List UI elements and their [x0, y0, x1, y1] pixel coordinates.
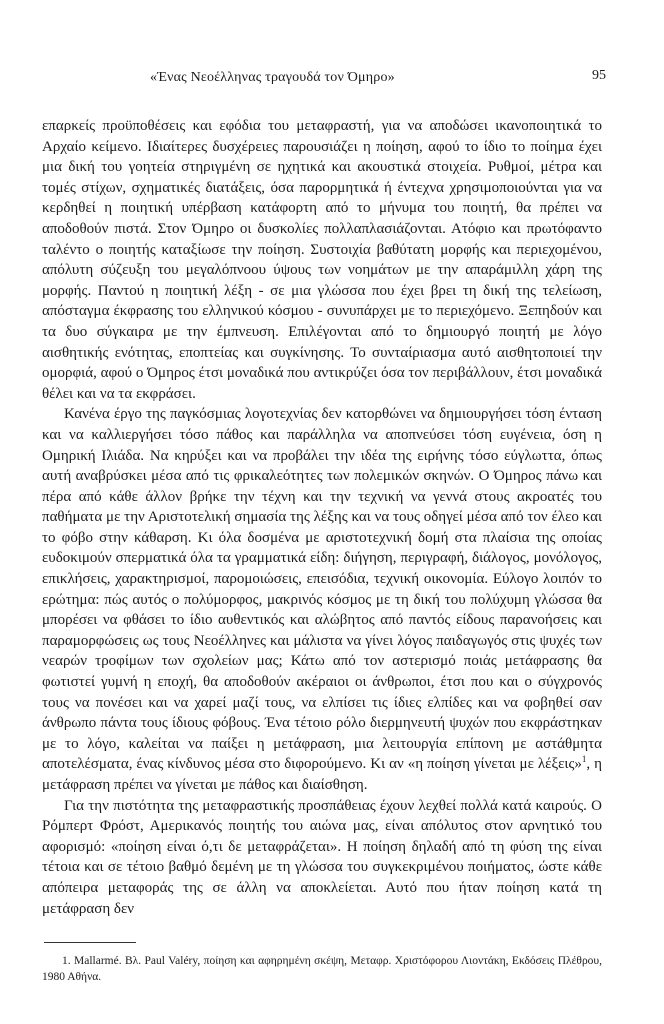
paragraph-text: επαρκείς προϋποθέσεις και εφόδια του μεταφραστή, για να αποδώσει ικανοποιητικά το Αρχαίο κείμενο. Ιδιαίτερες δυσχέρειες παρουσιάζει η ποίηση, αφού το ίδιο το ποίημα έχει μια δική του γοητεία στηριγμένη σε ηχητικά και ακουστικά στοιχεία. Ρυθμοί, μέτρα και τομές στίχων, σχηματικές διατάξεις, όσα παρορμητικά ή έντεχνα χρησιμοποιούνται για να κερδηθεί η ποιητική υπέρβαση κατάφορτη από το μήνυμα του ποιητή, θα πρέπει να αποδοθούν πιστά. Στον Όμηρο οι δυσκολίες πολλαπλασιάζονται. Ατόφιο και πρωτόφαντο ταλέντο ο ποιητής καταξίωσε την ποίηση. Συστοιχία βαθύτατη μορφής και περιεχομένου, απόλυτη σύζευξη του μεγαλόπνοου ύψους των νοημάτων με την απαράμιλλη χάρη της μορφής. Παντού η ποιητική λέξη - σε μια γλώσσα που έχει βρει τη δική της τελείωση, απόσταγμα έκφρασης του ελληνικού κόσμου - συνυπάρχει με το περιεχόμενο. Ξεπηδούν και τα δυο σύγκαιρα με την έμπνευση. Επιλέγονται από το δημιουργό ποιητή με λόγο αισθητικής ενότητας, εποπτείας και συγκίνησης. Το συνταίριασμα αυτό αισθητοποιεί την ομορφιά, αφού ο Όμηρος έτσι μοναδικά που αντικρύζει όσα τον περιβάλλουν, έτσι μοναδικά θέλει και να τα εκφράσει.: [42, 118, 602, 402]
footnote-divider: [44, 942, 136, 943]
paragraph: [42, 404, 602, 795]
body-text: [42, 116, 602, 919]
page-number: 95: [592, 68, 606, 83]
paragraph-text: Για την πιστότητα της μεταφραστικής προσπάθειας έχουν λεχθεί πολλά κατά καιρούς. Ο Ρόμπερτ Φρόστ, Αμερικανός ποιητής του αιώνα μας, είναι απόλυτος στον αρνητικό του αφορισμό: «ποίηση είναι ό,τι δε μεταφράζεται». Η ποίηση δηλαδή από τη φύση της είναι τέτοια και σε τέτοιο βαθμό δεμένη με τη γλώσσα του συγκεκριμένου ποιήματος, ώστε κάθε απόπειρα μεταφοράς της σε άλλη να αποκλείεται. Αυτό που ήταν ποίηση κατά τη μετάφραση δεν: [42, 797, 602, 917]
paragraph: [42, 116, 602, 404]
paragraph: [42, 796, 602, 920]
paragraph-text-tail: , η μετάφραση πρέπει να γίνεται με πάθος και διαίσθηση.: [42, 756, 602, 793]
footnote-marker: 1: [581, 754, 587, 765]
paragraph-text: Κανένα έργο της παγκόσμιας λογοτεχνίας δεν κατορθώνει να δημιουργήσει τόση ένταση και να καλλιεργήσει τόσο πάθος και παράλληλα να αποπνεύσει τόση ευγένεια, όση η Ομηρική Ιλιάδα. Να κηρύξει και να προβάλει την ιδέα της ειρήνης τόσο εύγλωττα, όπως αυτή αναβρύσκει μέσα από τις φρικαλεότητες των πολεμικών σκηνών. Ο Όμηρος πάνω και πέρα από κάθε άλλον βρήκε την τέχνη και την τεχνική να γεννά στους ακροατές του παθήματα με την Αριστοτελική σημασία της λέξης και να τους οδηγεί μέσα από τον έλεο και το φόβο στην κάθαρση. Κι όλα δοσμένα με αριστοτεχνική δομή στα πλαίσια της οποίας ευδοκιμούν σπερματικά όλα τα γραμματικά είδη: διήγηση, περιγραφή, διάλογος, μονόλογος, επικλήσεις, χαρακτηρισμοί, παρομοιώσεις, επεισόδια, τεχνική οικονομία. Εύλογο λοιπόν το ερώτημα: πώς αυτός ο πολύμορφος, μακρινός κόσμος με τη δική του πολύχυμη γλώσσα θα μπορέσει να φθάσει το ίδιο αυθεντικός και αλώβητος από παντός είδους παρανοήσεις και παραμορφώσεις ως τους Νεοέλληνες και μάλιστα να γίνει λόγος παιδαγωγός στις ψυχές των νεαρών τροφίμων των σχολείων μας; Κάτω από τον αστερισμό ποιάς μετάφρασης θα φωτιστεί γυμνή η εποχή, θα αποδοθούν ακέραιοι οι άνθρωποι, έτσι που και ο σύγχρονός τους να πονέσει και να χαρεί μαζί τους, να ελπίσει τις ίδιες ελπίδες και να φοβηθεί σαν άνθρωπο πάντα τους ίδιους φόβους. Ένα τέτοιο ρόλο διερμηνευτή ψυχών που εκφράστηκαν με το λόγο, καλείται να παίξει η μετάφραση, μια λειτουργία επίπονη με αστάθμητα αποτελέσματα, ένας κίνδυνος μέσα στο διφορούμενο. Κι αν «η ποίηση γίνεται με λέξεις»: [42, 406, 602, 773]
footnote: 1. Mallarmé. Βλ. Paul Valéry, ποίηση και αφηρημένη σκέψη, Μεταφρ. Χριστόφορου Λιοντάκη, Εκδόσεις Πλέθρου, 1980 Αθήνα.: [42, 955, 602, 983]
running-title: «Ένας Νεοέλληνας τραγουδά τον Όμηρο»: [150, 70, 395, 85]
